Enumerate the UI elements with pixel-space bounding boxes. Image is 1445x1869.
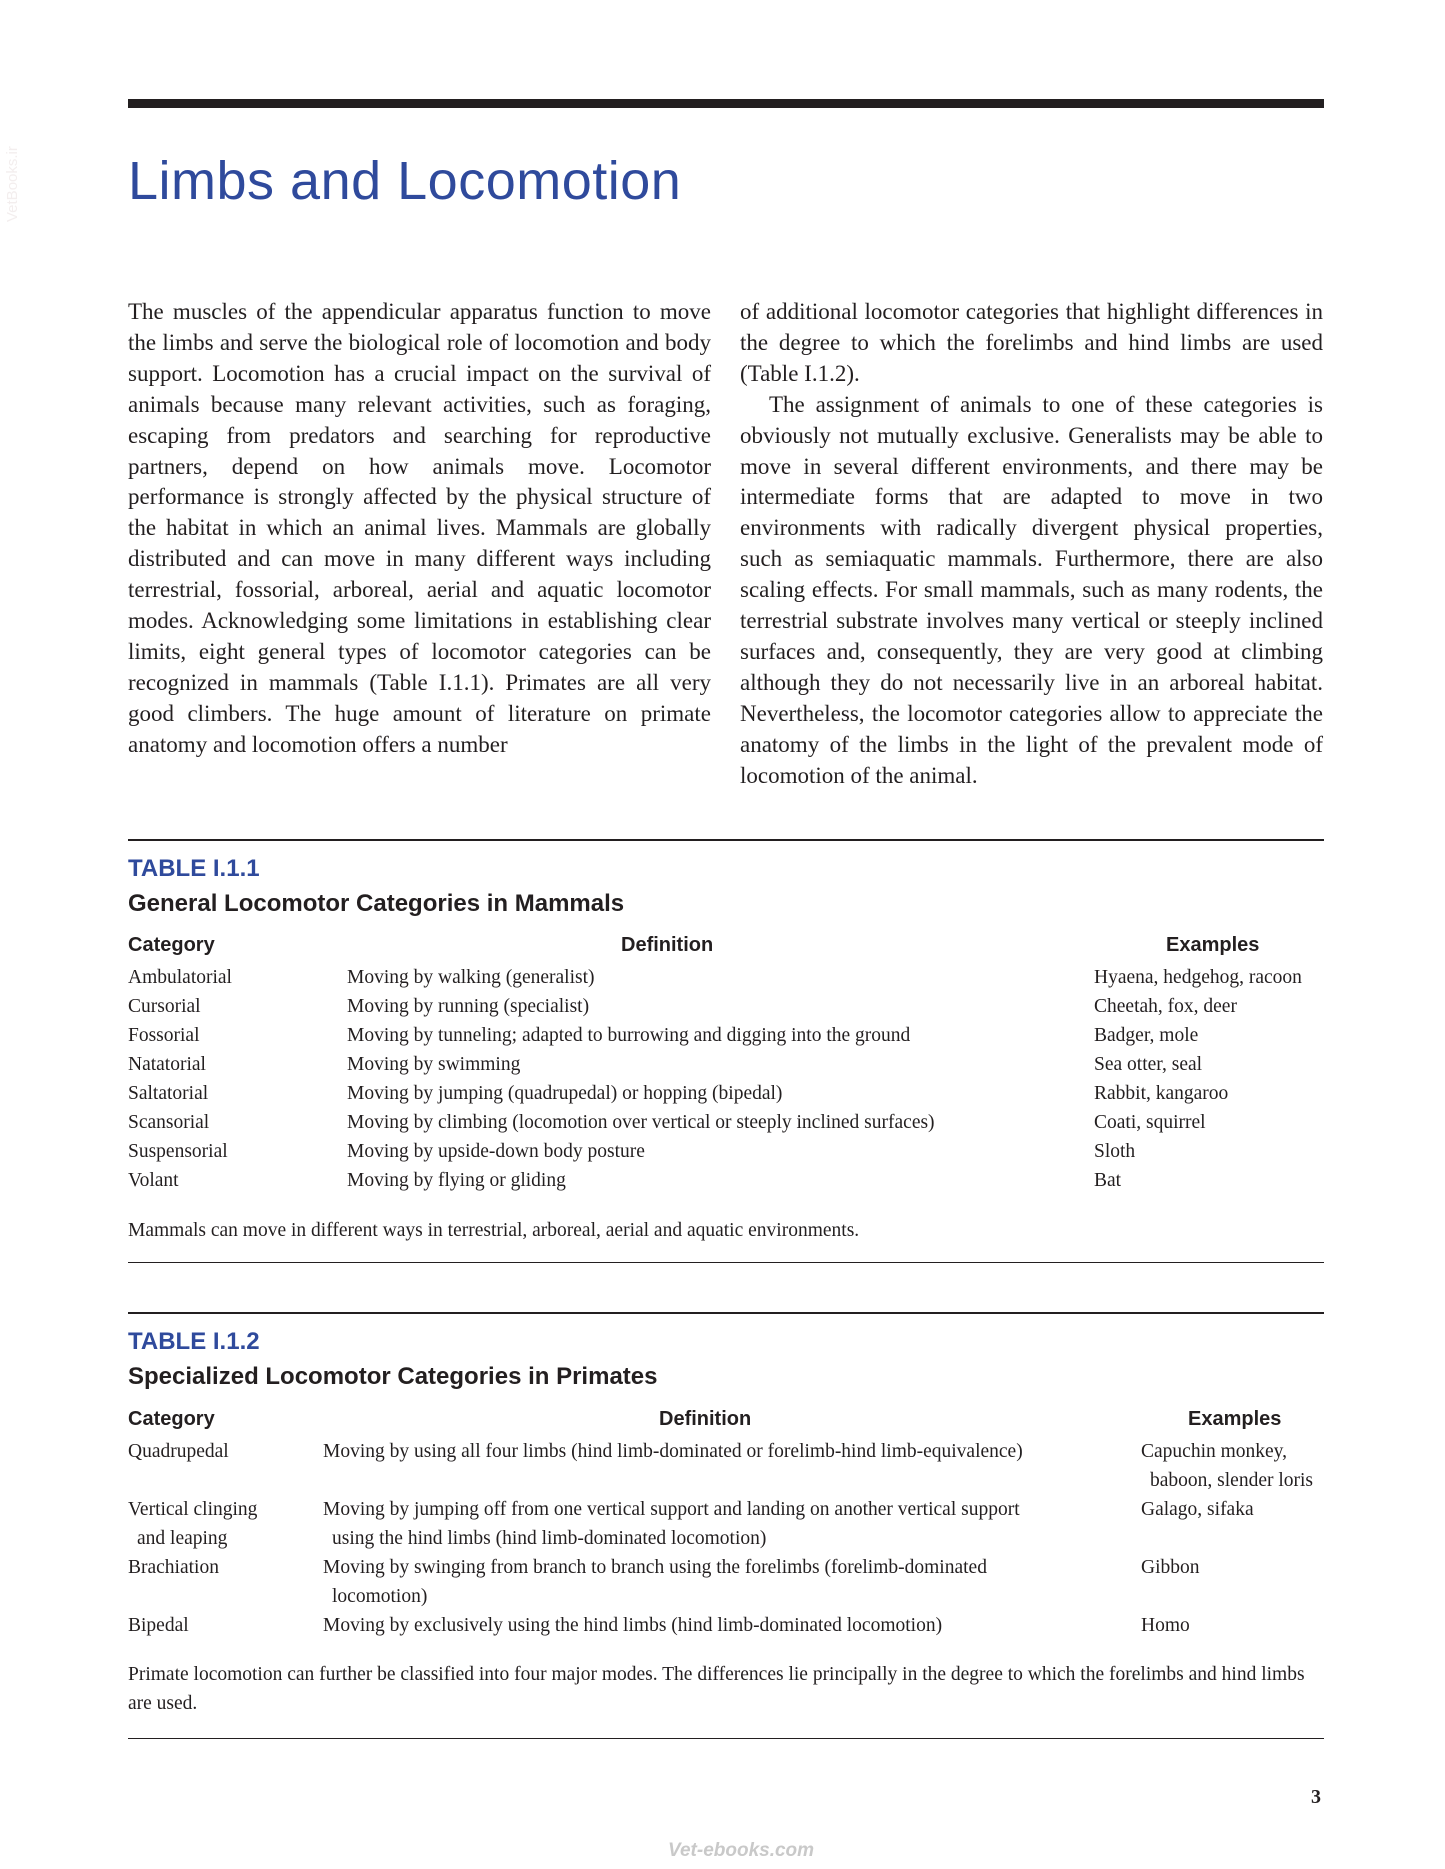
page-number: 3 (1311, 1786, 1321, 1808)
table1-cell-examples: Hyaena, hedgehog, racoon (1094, 967, 1302, 988)
table2-cell-category (128, 1553, 219, 1582)
footer-watermark: Vet-ebooks.com (668, 1840, 815, 1861)
table1-header-examples: Examples (1166, 934, 1260, 956)
table2-cell-line: Quadrupedal (128, 1441, 229, 1462)
table2-header-examples: Examples (1188, 1408, 1282, 1430)
table2-cell-category (128, 1495, 257, 1553)
table1-cell-definition: Moving by climbing (locomotion over vertical or steeply inclined surfaces) (347, 1112, 935, 1133)
table2-cell-line: Moving by using all four limbs (hind limb-dominated or forelimb-hind limb-equivalence) (323, 1441, 1023, 1462)
table2-label: TABLE I.1.2 (128, 1328, 260, 1355)
table1-cell-examples: Sloth (1094, 1141, 1136, 1162)
table1-cell-category: Fossorial (128, 1025, 200, 1046)
table1-cell-examples: Cheetah, fox, deer (1094, 996, 1237, 1017)
body-left-column (128, 297, 711, 761)
table2-cell-line: locomotion) (332, 1586, 428, 1607)
table1-cell-category: Volant (128, 1170, 179, 1191)
table2-cell-line: Gibbon (1141, 1557, 1200, 1578)
table1-cell-definition: Moving by flying or gliding (347, 1170, 566, 1191)
table2-cell-category (128, 1611, 189, 1640)
body-paragraph: The muscles of the appendicular apparatus function to move the limbs and serve the biological role of locomotion and body support. Locomotion has a crucial impact on the survival of animals because many relevant activities, such as foraging, escaping from predators and searching for reproductive partners, depend on how animals move. Locomotor performance is strongly affected by the physical structure of the habitat in which an animal lives. Mammals are globally distributed and can move in many different ways including terrestrial, fossorial, arboreal, aerial and aquatic locomotor modes. Acknowledging some limitations in establishing clear limits, eight general types of locomotor categories can be recognized in mammals (Table I.1.1). Primates are all very good climbers. The huge amount of literature on primate anatomy and locomotion offers a number (128, 299, 711, 757)
table2-cell-line: Brachiation (128, 1557, 219, 1578)
table2-cell-line: baboon, slender loris (1150, 1470, 1314, 1491)
table1-title: General Locomotor Categories in Mammals (128, 890, 625, 917)
table2-cell-line: Moving by jumping off from one vertical support and landing on another vertical support (323, 1499, 1020, 1520)
table1-header-definition: Definition (621, 934, 714, 956)
table2-note: Primate locomotion can further be classified into four major modes. The differences lie principally in the degree to which the forelimbs and hind limbs are used. (128, 1664, 1305, 1714)
table2-top-rule (128, 1312, 1324, 1314)
table2-cell-examples (1141, 1495, 1254, 1524)
table2-cell-definition (323, 1611, 942, 1640)
table1-cell-category: Saltatorial (128, 1083, 209, 1104)
table1-cell-category: Ambulatorial (128, 967, 232, 988)
table2-cell-line: Galago, sifaka (1141, 1499, 1254, 1520)
table2-cell-line: Homo (1141, 1615, 1190, 1636)
table2-header-category: Category (128, 1408, 215, 1430)
table2-cell-line: using the hind limbs (hind limb-dominated locomotion) (332, 1528, 767, 1549)
table1-cell-category: Suspensorial (128, 1141, 228, 1162)
table2-cell-definition (323, 1553, 987, 1611)
table1-cell-category: Scansorial (128, 1112, 210, 1133)
table2-cell-line: and leaping (137, 1528, 228, 1549)
table2-cell-examples (1141, 1611, 1190, 1640)
table1-cell-definition: Moving by jumping (quadrupedal) or hopping (bipedal) (347, 1083, 783, 1104)
table2-cell-category (128, 1437, 229, 1466)
table1-cell-definition: Moving by walking (generalist) (347, 967, 595, 988)
table1-cell-examples: Bat (1094, 1170, 1122, 1191)
table2-cell-examples (1141, 1553, 1200, 1582)
table1-cell-definition: Moving by upside-down body posture (347, 1141, 645, 1162)
table2-title: Specialized Locomotor Categories in Primates (128, 1363, 658, 1390)
table1-cell-examples: Badger, mole (1094, 1025, 1199, 1046)
table2-cell-line: Bipedal (128, 1615, 189, 1636)
side-watermark: VetBooks.ir (4, 146, 21, 222)
table1-header-category: Category (128, 934, 215, 956)
table1-note: Mammals can move in different ways in terrestrial, arboreal, aerial and aquatic environments. (128, 1220, 860, 1241)
body-paragraph: The assignment of animals to one of these categories is obviously not mutually exclusive. Generalists may be able to move in several different environments, and there may be intermediate forms that are adapted to move in two environments with radically divergent physical properties, such as semiaquatic mammals. Furthermore, there are also scaling effects. For small mammals, such as many rodents, the terrestrial substrate involves many vertical or steeply inclined surfaces and, consequently, they are very good at climbing although they do not necessarily live in an arboreal habitat. Nevertheless, the locomotor categories allow to appreciate the anatomy of the limbs in the light of the prevalent mode of locomotion of the animal. (740, 391, 1323, 788)
table1-label: TABLE I.1.1 (128, 855, 260, 882)
table2-cell-definition (323, 1495, 1020, 1553)
top-rule (128, 99, 1324, 108)
table1-cell-category: Cursorial (128, 996, 201, 1017)
table2-cell-examples (1141, 1437, 1313, 1495)
table2-cell-line: Moving by exclusively using the hind limbs (hind limb-dominated locomotion) (323, 1615, 943, 1636)
table2-cell-definition (323, 1437, 1023, 1466)
table2-bottom-rule (128, 1738, 1324, 1739)
table2-cell-line: Vertical clinging (128, 1499, 258, 1520)
table1-bottom-rule (128, 1262, 1324, 1263)
table1-top-rule (128, 839, 1324, 841)
table1-cell-definition: Moving by swimming (347, 1054, 521, 1075)
body-right-column (740, 297, 1323, 792)
table2-cell-line: Moving by swinging from branch to branch using the forelimbs (forelimb-dominated (323, 1557, 987, 1578)
table1-cell-examples: Rabbit, kangaroo (1094, 1083, 1229, 1104)
table1-cell-definition: Moving by running (specialist) (347, 996, 590, 1017)
table1-cell-definition: Moving by tunneling; adapted to burrowing and digging into the ground (347, 1025, 911, 1046)
body-paragraph: of additional locomotor categories that highlight differences in the degree to which the forelimbs and hind limbs are used (Table I.1.2). (740, 299, 1323, 386)
table1-cell-examples: Coati, squirrel (1094, 1112, 1206, 1133)
page-title: Limbs and Locomotion (128, 151, 682, 211)
table2-header-definition: Definition (659, 1408, 752, 1430)
table2-cell-line: Capuchin monkey, (1141, 1441, 1288, 1462)
table1-cell-examples: Sea otter, seal (1094, 1054, 1203, 1075)
table1-cell-category: Natatorial (128, 1054, 206, 1075)
